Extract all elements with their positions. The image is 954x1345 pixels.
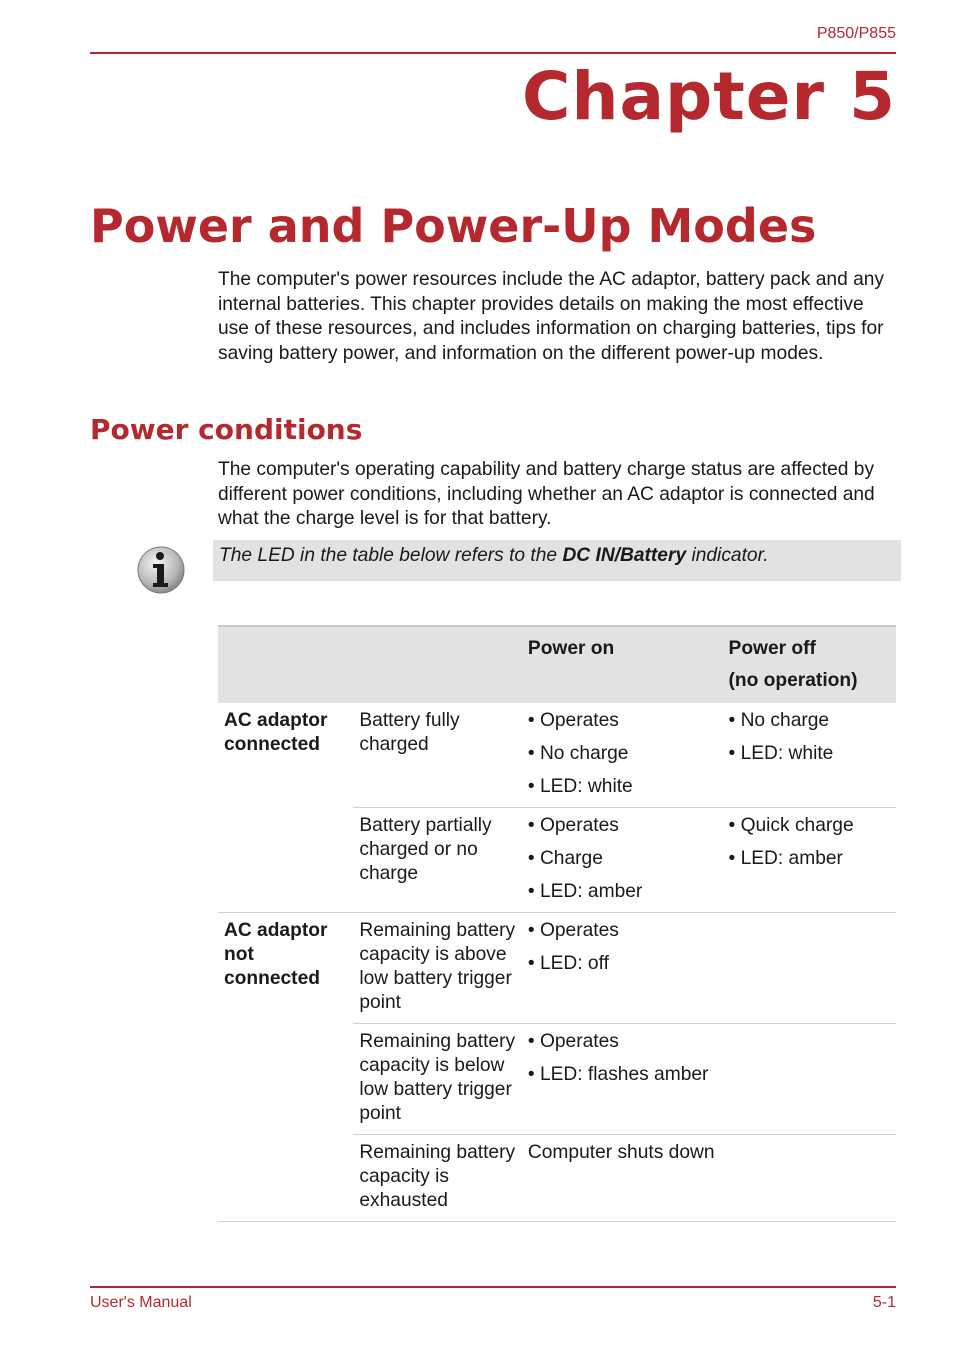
header-cell-power-off xyxy=(723,626,896,703)
list-item: • Charge xyxy=(527,848,603,869)
list-item: • LED: white xyxy=(527,776,633,797)
power-off-cell xyxy=(723,1135,896,1222)
chapter-title: Chapter 5 xyxy=(522,58,896,135)
condition-cell: Remaining battery capacity is below low battery trigger point xyxy=(353,1024,522,1135)
list-item: • Quick charge xyxy=(728,815,854,836)
footer-rule xyxy=(90,1286,896,1288)
power-on-cell xyxy=(522,808,723,913)
header-cell-condition xyxy=(353,626,522,703)
info-icon xyxy=(136,545,186,595)
power-off-cell xyxy=(723,1024,896,1135)
table-row xyxy=(218,913,896,1024)
list-item: • No charge xyxy=(728,710,830,731)
note-box xyxy=(213,540,901,581)
condition-cell: Battery fully charged xyxy=(359,710,460,755)
power-off-cell xyxy=(723,703,896,808)
list-item: • LED: amber xyxy=(527,881,643,902)
power-on-cell xyxy=(522,703,723,808)
footer-manual-label: User's Manual xyxy=(90,1294,192,1311)
power-on-cell xyxy=(522,1024,723,1135)
power-conditions-table xyxy=(218,625,896,1222)
list-item: • LED: white xyxy=(728,743,834,764)
list-item: • LED: amber xyxy=(728,848,843,869)
header-cell-group xyxy=(218,626,353,703)
list-item: • Operates xyxy=(527,815,619,836)
condition-cell: Remaining battery capacity is above low battery trigger point xyxy=(353,913,522,1024)
list-item: • Operates xyxy=(527,1031,619,1052)
header-power-off-label: Power off xyxy=(728,638,816,659)
power-off-cell xyxy=(723,808,896,913)
power-on-cell: Computer shuts down xyxy=(522,1135,723,1222)
condition-cell: Remaining battery capacity is exhausted xyxy=(353,1135,522,1222)
note-text-suffix: indicator. xyxy=(686,545,769,566)
list-item: • No charge xyxy=(527,743,629,764)
intro-paragraph: The computer's power resources include the AC adaptor, battery pack and any internal batteries. This chapter provides details on making the most effective use of these resources, and includes information on charging batteries, tips for saving battery power, and information on the different power-up modes. xyxy=(218,269,885,364)
header-power-off-sub: (no operation) xyxy=(728,670,858,691)
header-cell-power-on: Power on xyxy=(522,626,723,703)
table-row xyxy=(218,703,896,808)
list-item: • LED: off xyxy=(527,953,609,974)
group-label: AC adaptor connected xyxy=(224,710,328,755)
header-model: P850/P855 xyxy=(816,25,896,42)
power-off-cell xyxy=(723,913,896,1024)
group-label: AC adaptor not connected xyxy=(218,913,353,1222)
list-item: • Operates xyxy=(527,710,619,731)
note-text-bold: DC IN/Battery xyxy=(562,545,687,566)
list-item: • Operates xyxy=(527,920,619,941)
power-on-cell xyxy=(522,913,723,1024)
section-title: Power conditions xyxy=(90,413,363,446)
page-title: Power and Power-Up Modes xyxy=(90,199,817,253)
header-rule xyxy=(90,52,896,54)
condition-cell: Battery partially charged or no charge xyxy=(353,808,522,913)
list-item: • LED: flashes amber xyxy=(527,1064,709,1085)
note-text-prefix: The LED in the table below refers to the xyxy=(219,545,563,566)
footer-page-number: 5-1 xyxy=(872,1294,896,1311)
section-paragraph: The computer's operating capability and battery charge status are affected by different power conditions, including whether an AC adaptor is connected and what the charge level is for that battery. xyxy=(218,459,875,529)
table-header-row xyxy=(218,626,896,703)
